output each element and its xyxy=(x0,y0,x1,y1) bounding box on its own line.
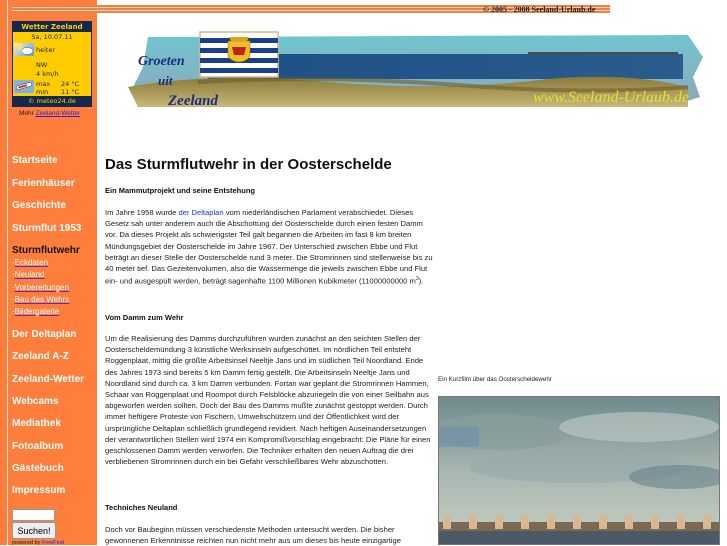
nav-geschichte[interactable]: Geschichte xyxy=(12,200,66,211)
min-temp: 11 °C xyxy=(61,88,80,96)
weather-source[interactable]: © meteo24.de xyxy=(13,96,91,106)
thermometer-icon xyxy=(14,80,34,93)
nav-gaestebuch[interactable]: Gästebuch xyxy=(12,463,64,474)
svg-text:www.Seeland-Urlaub.de: www.Seeland-Urlaub.de xyxy=(533,89,690,106)
nav-mediathek[interactable]: Mediathek xyxy=(12,418,61,429)
nav-impressum[interactable]: Impressum xyxy=(12,485,66,496)
min-label: min xyxy=(36,88,49,96)
max-label: max xyxy=(36,80,51,88)
subnav-neuland-link[interactable]: Neuland xyxy=(14,270,45,279)
subnav-bildergalerie-link[interactable]: Bildergalerie xyxy=(14,307,60,316)
nav-deltaplan[interactable]: Der Deltaplan xyxy=(12,329,77,340)
more-weather-link[interactable]: Zeeland-Wetter xyxy=(35,110,81,117)
subnav-vorbereitungen-link[interactable]: Vorbereitungen xyxy=(14,283,69,292)
subnav-bullet: · xyxy=(12,258,15,267)
nav-zeeland-a-z[interactable]: Zeeland A-Z xyxy=(12,351,69,362)
subnav-bau-des-wehrs-link[interactable]: Bau des Wehrs xyxy=(14,295,70,304)
sun-cloud-icon xyxy=(14,43,34,56)
nav-ferienhaeuser[interactable]: Ferienhäuser xyxy=(12,178,75,189)
subnav-eckdaten-link[interactable]: Eckdaten xyxy=(14,258,49,267)
freefind-link[interactable]: FreeFind xyxy=(41,540,64,546)
nav-sturmflut-1953[interactable]: Sturmflut 1953 xyxy=(12,223,82,234)
weather-widget[interactable] xyxy=(12,21,92,107)
subnav-bau-des-wehrs[interactable] xyxy=(12,295,69,304)
section-heading-3: Techniches Neuland xyxy=(105,503,178,512)
svg-text:Zeeland: Zeeland xyxy=(168,93,218,109)
nav-startseite[interactable]: Startseite xyxy=(12,155,58,166)
subnav-bullet: · xyxy=(12,270,15,279)
subnav-bullet: · xyxy=(12,307,15,316)
wind-speed: 4 km/h xyxy=(36,70,59,78)
subnav-eckdaten[interactable] xyxy=(12,258,48,267)
sidebar-divider xyxy=(7,0,8,545)
nav-sturmflutwehr[interactable]: Sturmflutwehr xyxy=(12,245,80,256)
video-player[interactable] xyxy=(438,396,720,545)
section-heading-1: Ein Mammutprojekt und seine Entstehung xyxy=(105,186,256,195)
copyright-text: © 2005 - 2008 Seeland-Urlaub.de xyxy=(483,5,596,14)
search-button[interactable]: Suchen! xyxy=(12,522,56,539)
section-text-1: Im Jahre 1958 wurde der Deltaplan vom niederländischen Parlament verabschiedet. Dieses Gesetz sah unter anderem auch die Abschottung der Oosterschelde durch einen festen Damm vor. Da dieses Projekt als schwierigster Teil galt begannen die Arbeiten im fast 8 km breiten Mündungsgebiet der Oosterschelde im Jahre 1967. Der Unterschied zwischen Ebbe und Flut beträgt an dieser Stelle der Oosterschelde rund 3 meter. Die Stromrinnen sind stellenweise bis zu 40 meter tief. Das Gezeitenvolumen, also die Wassermenge die jeweils zwischen Ebbe und Flut ein- und ausgespült werden, beträgt sagenhafte 1100 Millionen Kubikmeter (11000000000 $m^3$). xyxy=(105,208,433,286)
weather-condition: heiter xyxy=(36,46,56,54)
section-text-2: Um die Realisierung des Damms durchzuführen wurden zunächst an den seichten Stellen der Oosterscheldemündung 3 künstliche Werksinseln aufgeschüttet. Im nördlichen Teil entsteht Roggenplaat, mittig die größte Arbeitsinsel Neeltje Jans und im südlichen Teil Noordland. Ende des Jahres 1973 sind bereits 5 km Damm fertig gestellt. Die Arbeitsinseln Neeltje Jans und Noordland sind durch ca. 3 km Damm verbunden. Fortan war geplant die Stromrinnen Hammen, Schaar van Roggenplaat und Roompot durch Felsblöcke abzuriegeln die von einer Seilbahn aus abgeworfen werden sollten. Doch der Bau des Damms mußte zunächst gestoppt werden. Durch immer heftigere Proteste von Fischern, Umweltschützern und der Öffentlichkeit wird der ursprüngliche Deltaplan schließlich grundlegend revidiert. Nach heftigen Auseinandersetzungen der verantwortlichen Stellen wird 1974 ein Kompromißvorschlag eingebracht: Die Pläne für einen geschlossenen Damm werden verworfen. Die Techniker erhalten den neuen Auftrag die drei verbliebenen Stromrinnen durch ein bei Gefahr verschließbares Wehr abzuschotten. xyxy=(105,334,431,467)
page-title: Das Sturmflutwehr in der Oosterschelde xyxy=(105,156,392,173)
weather-title: Wetter Zeeland xyxy=(13,22,91,32)
zeeland-flag xyxy=(200,32,278,77)
subnav-bullet: · xyxy=(12,283,15,292)
svg-text:Groeten: Groeten xyxy=(138,54,185,69)
nav-fotoalbum[interactable]: Fotoalbum xyxy=(12,441,64,452)
deltaplan-link[interactable]: der Deltaplan xyxy=(178,208,224,217)
max-temp: 24 °C xyxy=(61,80,80,88)
powered-by xyxy=(12,540,64,546)
powered-prefix: powered by xyxy=(12,540,41,546)
svg-text:uit: uit xyxy=(158,73,173,88)
subnav-vorbereitungen[interactable] xyxy=(12,283,69,292)
wind-direction: NW xyxy=(36,61,48,69)
video-caption: Ein Kurzfilm über das Oosterscheldewehr xyxy=(438,376,552,383)
subnav-neuland[interactable] xyxy=(12,270,44,279)
section-heading-2: Vom Damm zum Wehr xyxy=(105,313,184,322)
nav-zeeland-wetter[interactable]: Zeeland-Wetter xyxy=(12,374,85,385)
nav-webcams[interactable]: Webcams xyxy=(12,396,59,407)
section-text-3: Doch vor Baubeginn müssen verschiedenste Methoden untersucht werden. Die bisher gewonnenen Erkenntnisse reichten nun nicht mehr aus um dieses bis heute einzigartige xyxy=(105,525,401,546)
more-weather xyxy=(19,110,80,117)
search-input[interactable] xyxy=(12,509,55,521)
subnav-bullet: · xyxy=(12,295,15,304)
header-banner xyxy=(128,27,708,109)
more-weather-prefix: Mehr xyxy=(19,110,34,117)
weather-date: Sa, 10.07.11 xyxy=(31,33,73,41)
subnav-bildergalerie[interactable] xyxy=(12,307,59,316)
